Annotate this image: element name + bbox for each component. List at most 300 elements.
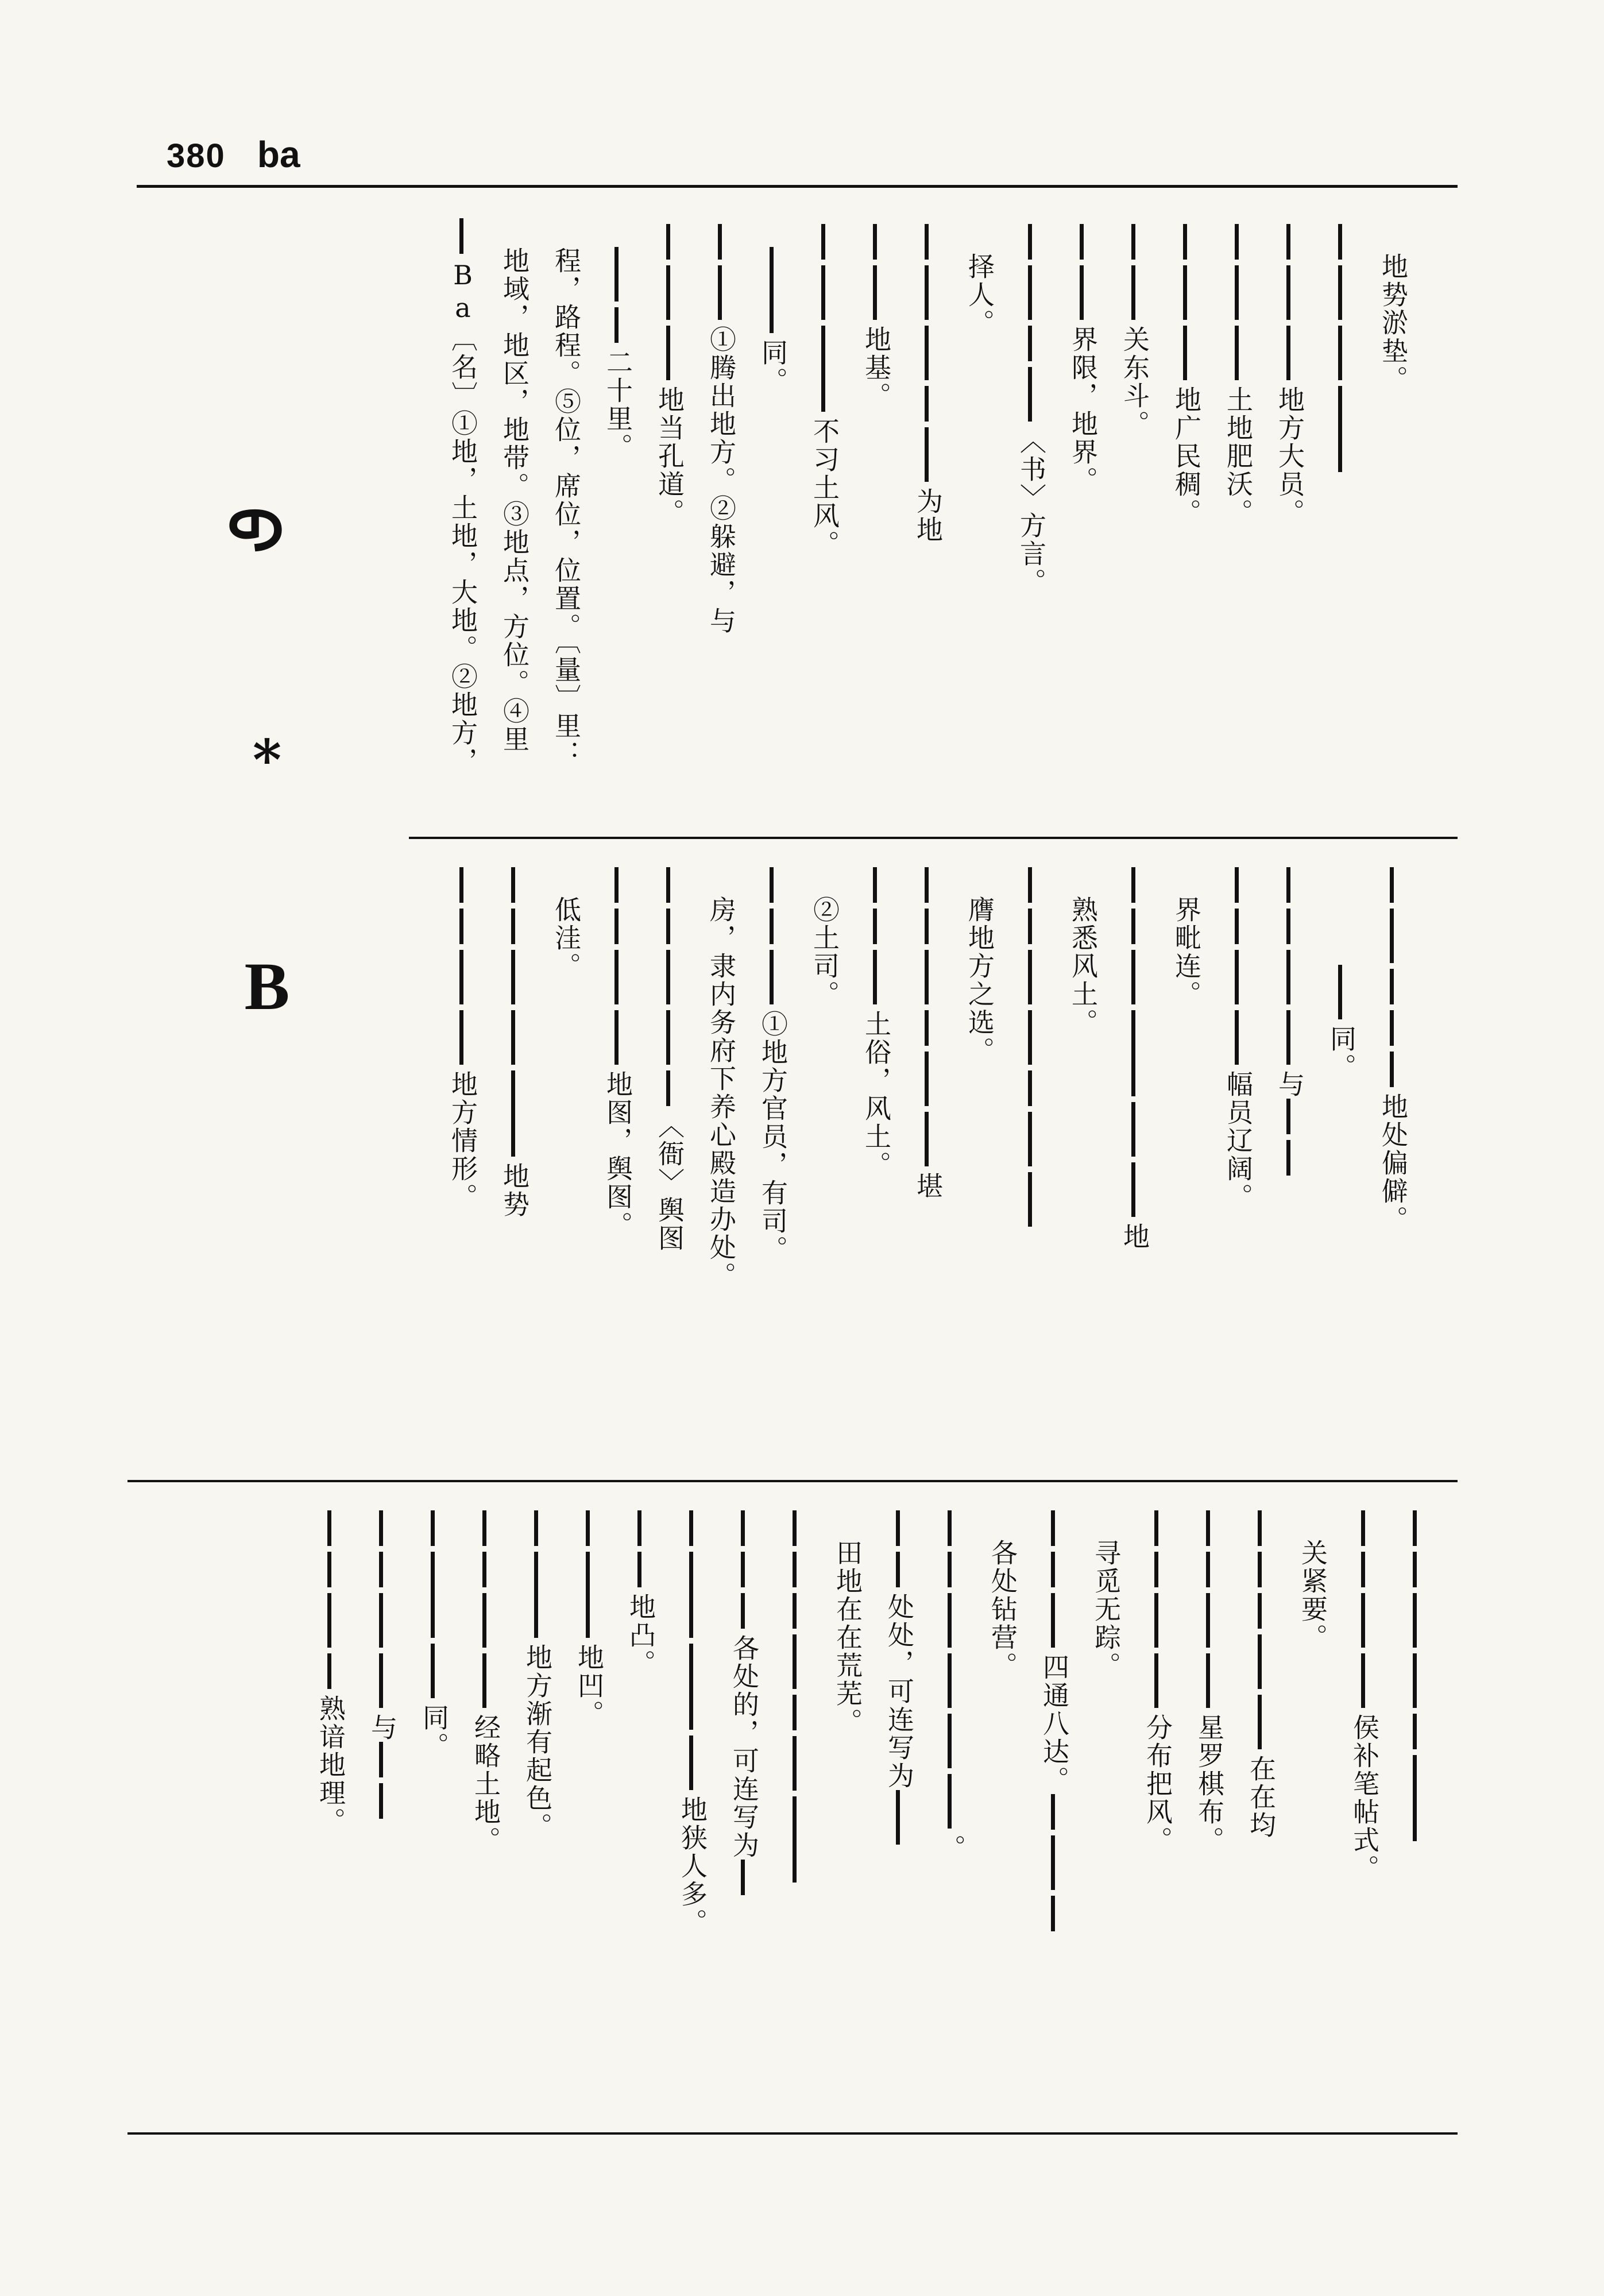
mongolian-script-glyph <box>1390 1052 1411 1087</box>
mongolian-script-glyph <box>1361 1552 1382 1587</box>
mongolian-script-glyph <box>1338 224 1359 260</box>
dictionary-entry <box>953 253 1006 821</box>
dictionary-entry <box>643 224 696 821</box>
dictionary-entry <box>1235 1510 1288 2119</box>
mongolian-script-glyph <box>1131 1162 1153 1217</box>
mongolian-script-glyph <box>1131 867 1153 903</box>
footer-rule <box>127 2132 1458 2135</box>
mongolian-script-glyph <box>511 1010 532 1065</box>
mongolian-script-glyph <box>873 224 894 260</box>
entry-gloss: 同。 <box>757 339 789 395</box>
entry-gloss: 在在均 <box>1246 1755 1277 1839</box>
mongolian-script-glyph <box>1206 1552 1227 1587</box>
dictionary-entry <box>666 1510 719 2119</box>
entry-gloss: ②土司。 <box>809 896 840 1008</box>
mongolian-script-glyph <box>1258 1634 1279 1689</box>
entry-gloss: 地方大员。 <box>1274 386 1305 527</box>
mongolian-script-glyph <box>637 1552 659 1587</box>
running-head-word: ba <box>257 134 300 175</box>
mongolian-script-glyph <box>873 950 894 1004</box>
dictionary-entry <box>459 1510 512 2119</box>
mongolian-script-glyph <box>1131 224 1153 260</box>
mongolian-script-glyph <box>379 1653 400 1708</box>
mongolian-script-glyph <box>821 326 842 412</box>
mongolian-script-glyph <box>1413 1593 1434 1648</box>
entry-gloss: 关紧要。 <box>1297 1539 1328 1652</box>
entry-gloss: 程，路程。⑤位，席位，位置。〔量〕里： <box>551 247 582 768</box>
dictionary-entry <box>488 247 541 821</box>
mongolian-script-glyph <box>1286 224 1308 260</box>
mongolian-script-glyph <box>482 1552 504 1587</box>
dictionary-entry <box>643 867 696 1464</box>
mongolian-script-glyph <box>1051 1794 1072 1830</box>
entry-gloss: 土地肥沃。 <box>1223 386 1254 527</box>
mongolian-script-glyph <box>689 1644 710 1730</box>
entry-gloss: 经略土地。 <box>470 1714 501 1854</box>
dictionary-entry <box>1160 224 1213 821</box>
mongolian-script-glyph <box>1051 1552 1072 1587</box>
mongolian-script-glyph <box>948 1510 969 1546</box>
mongolian-script-glyph <box>666 265 687 320</box>
entry-gloss: 不习土风。 <box>809 418 840 558</box>
mongolian-script-glyph <box>534 1510 555 1546</box>
section-letter-sidebar <box>211 471 310 1026</box>
mongolian-script-glyph <box>1051 1510 1072 1546</box>
dictionary-entry <box>540 896 593 1464</box>
mongolian-script-glyph <box>1051 1835 1072 1890</box>
entry-gloss: Ba〔名〕①地，土地，大地。②地方， <box>447 260 478 775</box>
mongolian-script-glyph <box>327 1593 349 1648</box>
mongolian-script-glyph <box>1183 265 1204 320</box>
running-header <box>167 133 300 179</box>
mongolian-script-glyph <box>925 326 946 380</box>
mongolian-script-glyph <box>896 1790 917 1845</box>
dictionary-entry <box>695 224 748 821</box>
entry-gloss: 界限，地界。 <box>1068 326 1099 494</box>
mongolian-script-glyph <box>689 1552 710 1638</box>
mongolian-script-glyph <box>718 224 739 260</box>
mongolian-script-glyph <box>948 1593 969 1648</box>
dictionary-entry <box>1338 1510 1391 2119</box>
dictionary-entry <box>850 224 903 821</box>
entry-gloss: 与 <box>367 1714 398 1742</box>
entry-gloss: 四通八达。 <box>1039 1653 1070 1794</box>
mongolian-script-glyph <box>431 1552 452 1638</box>
mongolian-script-glyph <box>896 1510 917 1546</box>
entry-gloss: 寻觅无踪。 <box>1091 1539 1122 1680</box>
mongolian-script-glyph <box>459 1010 481 1065</box>
dictionary-entry <box>436 218 489 821</box>
mongolian-script-glyph <box>1206 1653 1227 1708</box>
dictionary-entry <box>1183 1510 1236 2119</box>
upper-section-rule <box>409 837 1458 839</box>
mongolian-script-glyph <box>1080 224 1101 260</box>
mongolian-script-glyph <box>586 1552 607 1638</box>
mongolian-script-glyph <box>327 1653 349 1689</box>
mongolian-script-glyph <box>1131 909 1153 944</box>
dictionary-entry <box>953 896 1006 1464</box>
mongolian-script-glyph <box>793 1796 814 1883</box>
mongolian-script-glyph <box>873 265 894 320</box>
mongolian-script-glyph <box>1258 1695 1279 1749</box>
mongolian-script-glyph <box>770 247 791 333</box>
mongolian-script-glyph <box>1235 909 1256 944</box>
mongolian-script-glyph <box>948 1714 969 1768</box>
mongolian-script-glyph <box>666 909 687 944</box>
mongolian-script-glyph <box>1286 1140 1308 1176</box>
dictionary-entry <box>304 1510 357 2119</box>
mongolian-script-glyph <box>511 909 532 944</box>
mongolian-script-glyph <box>666 867 687 903</box>
header-rule <box>137 185 1458 188</box>
mongolian-script-glyph <box>1235 265 1256 320</box>
entry-gloss: 膺地方之选。 <box>964 896 995 1065</box>
mongolian-script-glyph <box>1206 1593 1227 1648</box>
mongolian-script-glyph <box>1028 867 1049 903</box>
mongolian-script-glyph <box>1131 1102 1153 1157</box>
mongolian-script-glyph <box>1235 326 1256 380</box>
mongolian-script-glyph <box>666 326 687 380</box>
mongolian-script-glyph <box>1286 326 1308 380</box>
mongolian-script-glyph <box>1338 326 1359 380</box>
entry-gloss: 关东斗。 <box>1119 326 1150 438</box>
mongolian-script-glyph <box>1028 1112 1049 1166</box>
dictionary-entry <box>1263 867 1316 1464</box>
middle-section-rule <box>127 1480 1458 1482</box>
mongolian-script-glyph <box>793 1593 814 1629</box>
mongolian-script-glyph <box>1028 1010 1049 1065</box>
mongolian-script-glyph <box>1413 1714 1434 1749</box>
mongolian-script-glyph <box>1361 1593 1382 1648</box>
entry-gloss: 。 <box>936 1834 967 1862</box>
dictionary-entry <box>511 1510 564 2119</box>
mongolian-script-glyph <box>925 224 946 260</box>
mongolian-script-glyph <box>925 1112 946 1166</box>
mongolian-script-glyph <box>948 1774 969 1829</box>
dictionary-entry <box>1315 965 1368 1464</box>
entry-gloss: 处处，可连写为 <box>884 1593 915 1790</box>
mongolian-script-glyph <box>1361 1653 1382 1708</box>
mongolian-script-glyph <box>925 950 946 1004</box>
mongolian-script-glyph <box>1258 1593 1279 1629</box>
dictionary-entry <box>798 224 851 821</box>
dictionary-entry <box>408 1510 461 2119</box>
mongolian-script-glyph <box>614 909 636 944</box>
entry-gloss: 星罗棋布。 <box>1194 1714 1225 1854</box>
mongolian-script-glyph <box>925 265 946 320</box>
mongolian-script-glyph <box>1028 1070 1049 1106</box>
dictionary-entry <box>1390 1510 1443 2119</box>
mongolian-script-glyph <box>431 1644 452 1698</box>
mongolian-script-glyph <box>586 1510 607 1546</box>
mongolian-script-glyph <box>1154 1593 1176 1648</box>
entry-gloss: 同。 <box>419 1704 450 1760</box>
mongolian-script-glyph <box>1154 1510 1176 1546</box>
mongolian-script-glyph <box>459 950 481 1004</box>
dictionary-entry <box>925 1510 977 2119</box>
mongolian-script-glyph <box>1258 1510 1279 1546</box>
dictionary-entry <box>902 224 954 821</box>
mongolian-script-glyph <box>379 1783 400 1819</box>
mongolian-script-glyph <box>1286 1010 1308 1065</box>
mongolian-script-glyph <box>1338 265 1359 320</box>
dictionary-entry <box>695 896 748 1464</box>
mongolian-script-glyph <box>793 1510 814 1546</box>
mongolian-script-glyph <box>689 1735 710 1790</box>
entry-gloss: 同。 <box>1326 1025 1357 1081</box>
mongolian-script-glyph <box>1390 909 1411 963</box>
mongolian-script-glyph <box>770 950 791 1004</box>
dictionary-entry <box>1367 867 1420 1464</box>
mongolian-script-glyph <box>614 307 636 343</box>
dictionary-entry <box>1367 253 1420 821</box>
mongolian-script-glyph <box>459 867 481 903</box>
mongolian-script-glyph <box>1183 326 1204 380</box>
dictionary-entry <box>1263 224 1316 821</box>
mongolian-script-glyph <box>666 1010 687 1065</box>
dictionary-entry <box>614 1510 667 2119</box>
mongolian-script-glyph <box>741 1552 762 1587</box>
entry-gloss: 侯补笔帖式。 <box>1349 1714 1380 1883</box>
dictionary-entry <box>718 1510 771 2119</box>
entry-gloss: 地广民稠。 <box>1171 386 1202 527</box>
mongolian-script-glyph <box>637 1510 659 1546</box>
mongolian-script-glyph <box>379 1510 400 1546</box>
mongolian-script-glyph <box>1286 867 1308 903</box>
mongolian-script-glyph <box>1235 867 1256 903</box>
mongolian-script-glyph <box>1131 1010 1153 1096</box>
section-star: * <box>252 728 282 793</box>
mongolian-script-glyph <box>793 1736 814 1791</box>
entry-gloss: 幅员辽阔。 <box>1223 1070 1254 1211</box>
mongolian-script-glyph <box>948 1653 969 1708</box>
dictionary-entry <box>1028 1510 1081 2119</box>
mongolian-script-glyph <box>925 1052 946 1106</box>
mongolian-script-glyph <box>327 1510 349 1546</box>
dictionary-entry <box>1286 1539 1339 2119</box>
dictionary-entry <box>356 1510 409 2119</box>
dictionary-entry <box>798 896 851 1464</box>
entry-gloss: 各处钻营。 <box>987 1539 1018 1680</box>
mongolian-script-glyph <box>379 1593 400 1648</box>
dictionary-entry <box>850 867 903 1464</box>
latin-section-letter: B <box>244 949 290 1024</box>
mongolian-script-glyph <box>821 224 842 260</box>
mongolian-script-glyph <box>741 1593 762 1629</box>
mongolian-script-glyph <box>1361 1510 1382 1546</box>
entry-gloss: 地狭人多。 <box>677 1796 708 1936</box>
dictionary-entry <box>1108 867 1161 1464</box>
mongolian-script-glyph <box>1286 265 1308 320</box>
mongolian-script-glyph <box>431 1510 452 1546</box>
entry-gloss: 熟谙地理。 <box>315 1695 346 1835</box>
mongolian-script-glyph <box>1235 224 1256 260</box>
dictionary-entry <box>1212 224 1265 821</box>
entry-gloss: 地图，舆图。 <box>602 1070 633 1239</box>
mongolian-script-glyph <box>1183 224 1204 260</box>
mongolian-script-glyph <box>1390 1010 1411 1046</box>
dictionary-entry <box>976 1539 1029 2119</box>
dictionary-entry <box>1080 1539 1133 2119</box>
mongolian-script-glyph <box>1413 1552 1434 1587</box>
entry-gloss: 堪 <box>913 1172 944 1200</box>
mongolian-script-glyph <box>925 867 946 903</box>
mongolian-script-glyph <box>925 1010 946 1046</box>
mongolian-script-glyph <box>1413 1653 1434 1708</box>
mongolian-script-glyph <box>1390 867 1411 903</box>
mongolian-script-glyph <box>1028 326 1049 361</box>
dictionary-entry <box>436 867 489 1464</box>
mongolian-script-glyph <box>614 867 636 903</box>
mongolian-script-glyph <box>1028 1172 1049 1227</box>
mongolian-script-glyph <box>614 1010 636 1065</box>
entry-gloss: 地处偏僻。 <box>1378 1093 1409 1234</box>
mongolian-script-glyph <box>1390 969 1411 1004</box>
mongolian-script-glyph <box>1235 1010 1256 1065</box>
mongolian-script-glyph <box>873 867 894 903</box>
mongolian-script-glyph <box>1028 265 1049 320</box>
dictionary-entry <box>1212 867 1265 1464</box>
mongolian-script-glyph <box>1154 1653 1176 1708</box>
entry-gloss: 地方情形。 <box>447 1070 478 1211</box>
mongolian-script-glyph <box>1286 909 1308 944</box>
entry-gloss: 土俗，风土。 <box>861 1010 892 1179</box>
mongolian-script-glyph <box>873 909 894 944</box>
entry-gloss: 熟悉风土。 <box>1068 896 1099 1037</box>
dictionary-entry <box>747 867 799 1464</box>
entry-gloss: 各处的，可连写为 <box>729 1634 760 1860</box>
page-number: 380 <box>167 137 226 175</box>
dictionary-entry <box>821 1539 874 2119</box>
entry-gloss: 分布把风。 <box>1142 1714 1173 1854</box>
mongolian-script-glyph <box>1131 950 1153 1004</box>
mongolian-script-glyph <box>689 1510 710 1546</box>
mongolian-script-glyph <box>327 1552 349 1587</box>
mongolian-script-glyph <box>614 247 636 302</box>
entry-gloss: 地方渐有起色。 <box>522 1644 553 1841</box>
mongolian-script-glyph <box>741 1510 762 1546</box>
mongolian-script-glyph <box>511 1070 532 1157</box>
mongolian-script-glyph <box>482 1510 504 1546</box>
mongolian-script-glyph <box>1258 1552 1279 1587</box>
mongolian-script-glyph <box>459 909 481 944</box>
mongolian-script-glyph <box>896 1552 917 1587</box>
mongolian-script-glyph <box>482 1653 504 1708</box>
entry-gloss: 地势淤垫。 <box>1378 253 1409 393</box>
mongolian-script-glyph <box>793 1552 814 1587</box>
mongolian-script-glyph <box>1338 386 1359 472</box>
dictionary-entry <box>1108 224 1161 821</box>
entry-gloss: ①腾出地方。②躲避，与 <box>706 326 737 635</box>
mongolian-script-glyph <box>534 1552 555 1638</box>
entry-gloss: 〈书〉方言。 <box>1016 427 1047 596</box>
mongolian-script-glyph <box>511 867 532 903</box>
mongolian-script-glyph <box>793 1634 814 1689</box>
mongolian-section-letter: ᠪ <box>211 507 292 554</box>
dictionary-entry <box>1160 896 1213 1464</box>
entry-gloss: 地域，地区，地带。③地点，方位。④里 <box>499 247 530 753</box>
dictionary-entry <box>592 247 644 821</box>
mongolian-script-glyph <box>770 867 791 903</box>
entry-gloss: 与 <box>1274 1070 1305 1099</box>
mongolian-script-glyph <box>1028 909 1049 944</box>
dictionary-entry <box>1315 224 1368 821</box>
mongolian-script-glyph <box>1413 1755 1434 1841</box>
dictionary-entry <box>563 1510 616 2119</box>
mongolian-script-glyph <box>1080 265 1101 320</box>
mongolian-script-glyph <box>614 950 636 1004</box>
mongolian-script-glyph <box>1413 1510 1434 1546</box>
mongolian-script-glyph <box>1028 950 1049 1004</box>
dictionary-entry <box>592 867 644 1464</box>
entry-gloss: 地基。 <box>861 326 892 410</box>
mongolian-script-glyph <box>741 1860 762 1895</box>
dictionary-entry <box>770 1510 822 2119</box>
mongolian-script-glyph <box>1051 1593 1072 1648</box>
mongolian-script-glyph <box>666 224 687 260</box>
entry-gloss: 地凸。 <box>625 1593 656 1677</box>
mongolian-script-glyph <box>925 427 946 482</box>
mongolian-script-glyph <box>666 950 687 1004</box>
entry-gloss: 择人。 <box>964 253 995 337</box>
mongolian-script-glyph <box>1028 224 1049 260</box>
mongolian-script-glyph <box>1051 1896 1072 1931</box>
entry-gloss: 地 <box>1119 1223 1150 1251</box>
mongolian-script-glyph <box>718 265 739 320</box>
entry-gloss: 〈衙〉舆图 <box>654 1112 685 1253</box>
entry-gloss: ①地方官员，有司。 <box>757 1010 789 1263</box>
mongolian-script-glyph <box>1028 367 1049 422</box>
mongolian-script-glyph <box>1154 1552 1176 1587</box>
mongolian-script-glyph <box>1235 950 1256 1004</box>
dictionary-entry <box>1057 224 1110 821</box>
entry-gloss: 低洼。 <box>551 896 582 980</box>
entry-gloss: 二十里。 <box>602 349 633 461</box>
dictionary-entry <box>873 1510 926 2119</box>
mongolian-script-glyph <box>459 218 481 254</box>
dictionary-entry <box>1005 224 1058 821</box>
dictionary-entry <box>488 867 541 1464</box>
mongolian-script-glyph <box>925 386 946 422</box>
entry-gloss: 地当孔道。 <box>654 386 685 527</box>
mongolian-script-glyph <box>1286 950 1308 1004</box>
mongolian-script-glyph <box>1338 965 1359 1019</box>
mongolian-script-glyph <box>948 1552 969 1587</box>
entry-gloss: 地凹。 <box>574 1644 605 1728</box>
dictionary-entry <box>1005 867 1058 1464</box>
mongolian-script-glyph <box>793 1695 814 1730</box>
mongolian-script-glyph <box>511 950 532 1004</box>
mongolian-script-glyph <box>1206 1510 1227 1546</box>
mongolian-script-glyph <box>379 1552 400 1587</box>
mongolian-script-glyph <box>925 909 946 944</box>
mongolian-script-glyph <box>666 1070 687 1106</box>
entry-gloss: 房，隶内务府下养心殿造办处。 <box>706 896 737 1290</box>
dictionary-entry <box>1057 896 1110 1464</box>
entry-gloss: 地势 <box>499 1162 530 1219</box>
dictionary-entry <box>902 867 954 1464</box>
dictionary-entry <box>1131 1510 1184 2119</box>
dictionary-entry <box>747 247 799 821</box>
mongolian-script-glyph <box>482 1593 504 1648</box>
mongolian-script-glyph <box>1131 265 1153 320</box>
mongolian-script-glyph <box>379 1742 400 1777</box>
mongolian-script-glyph <box>1286 1099 1308 1134</box>
entry-gloss: 田地在在荒芜。 <box>832 1539 863 1736</box>
dictionary-entry <box>540 247 593 821</box>
mongolian-script-glyph <box>821 265 842 320</box>
entry-gloss: 为地 <box>913 488 944 544</box>
